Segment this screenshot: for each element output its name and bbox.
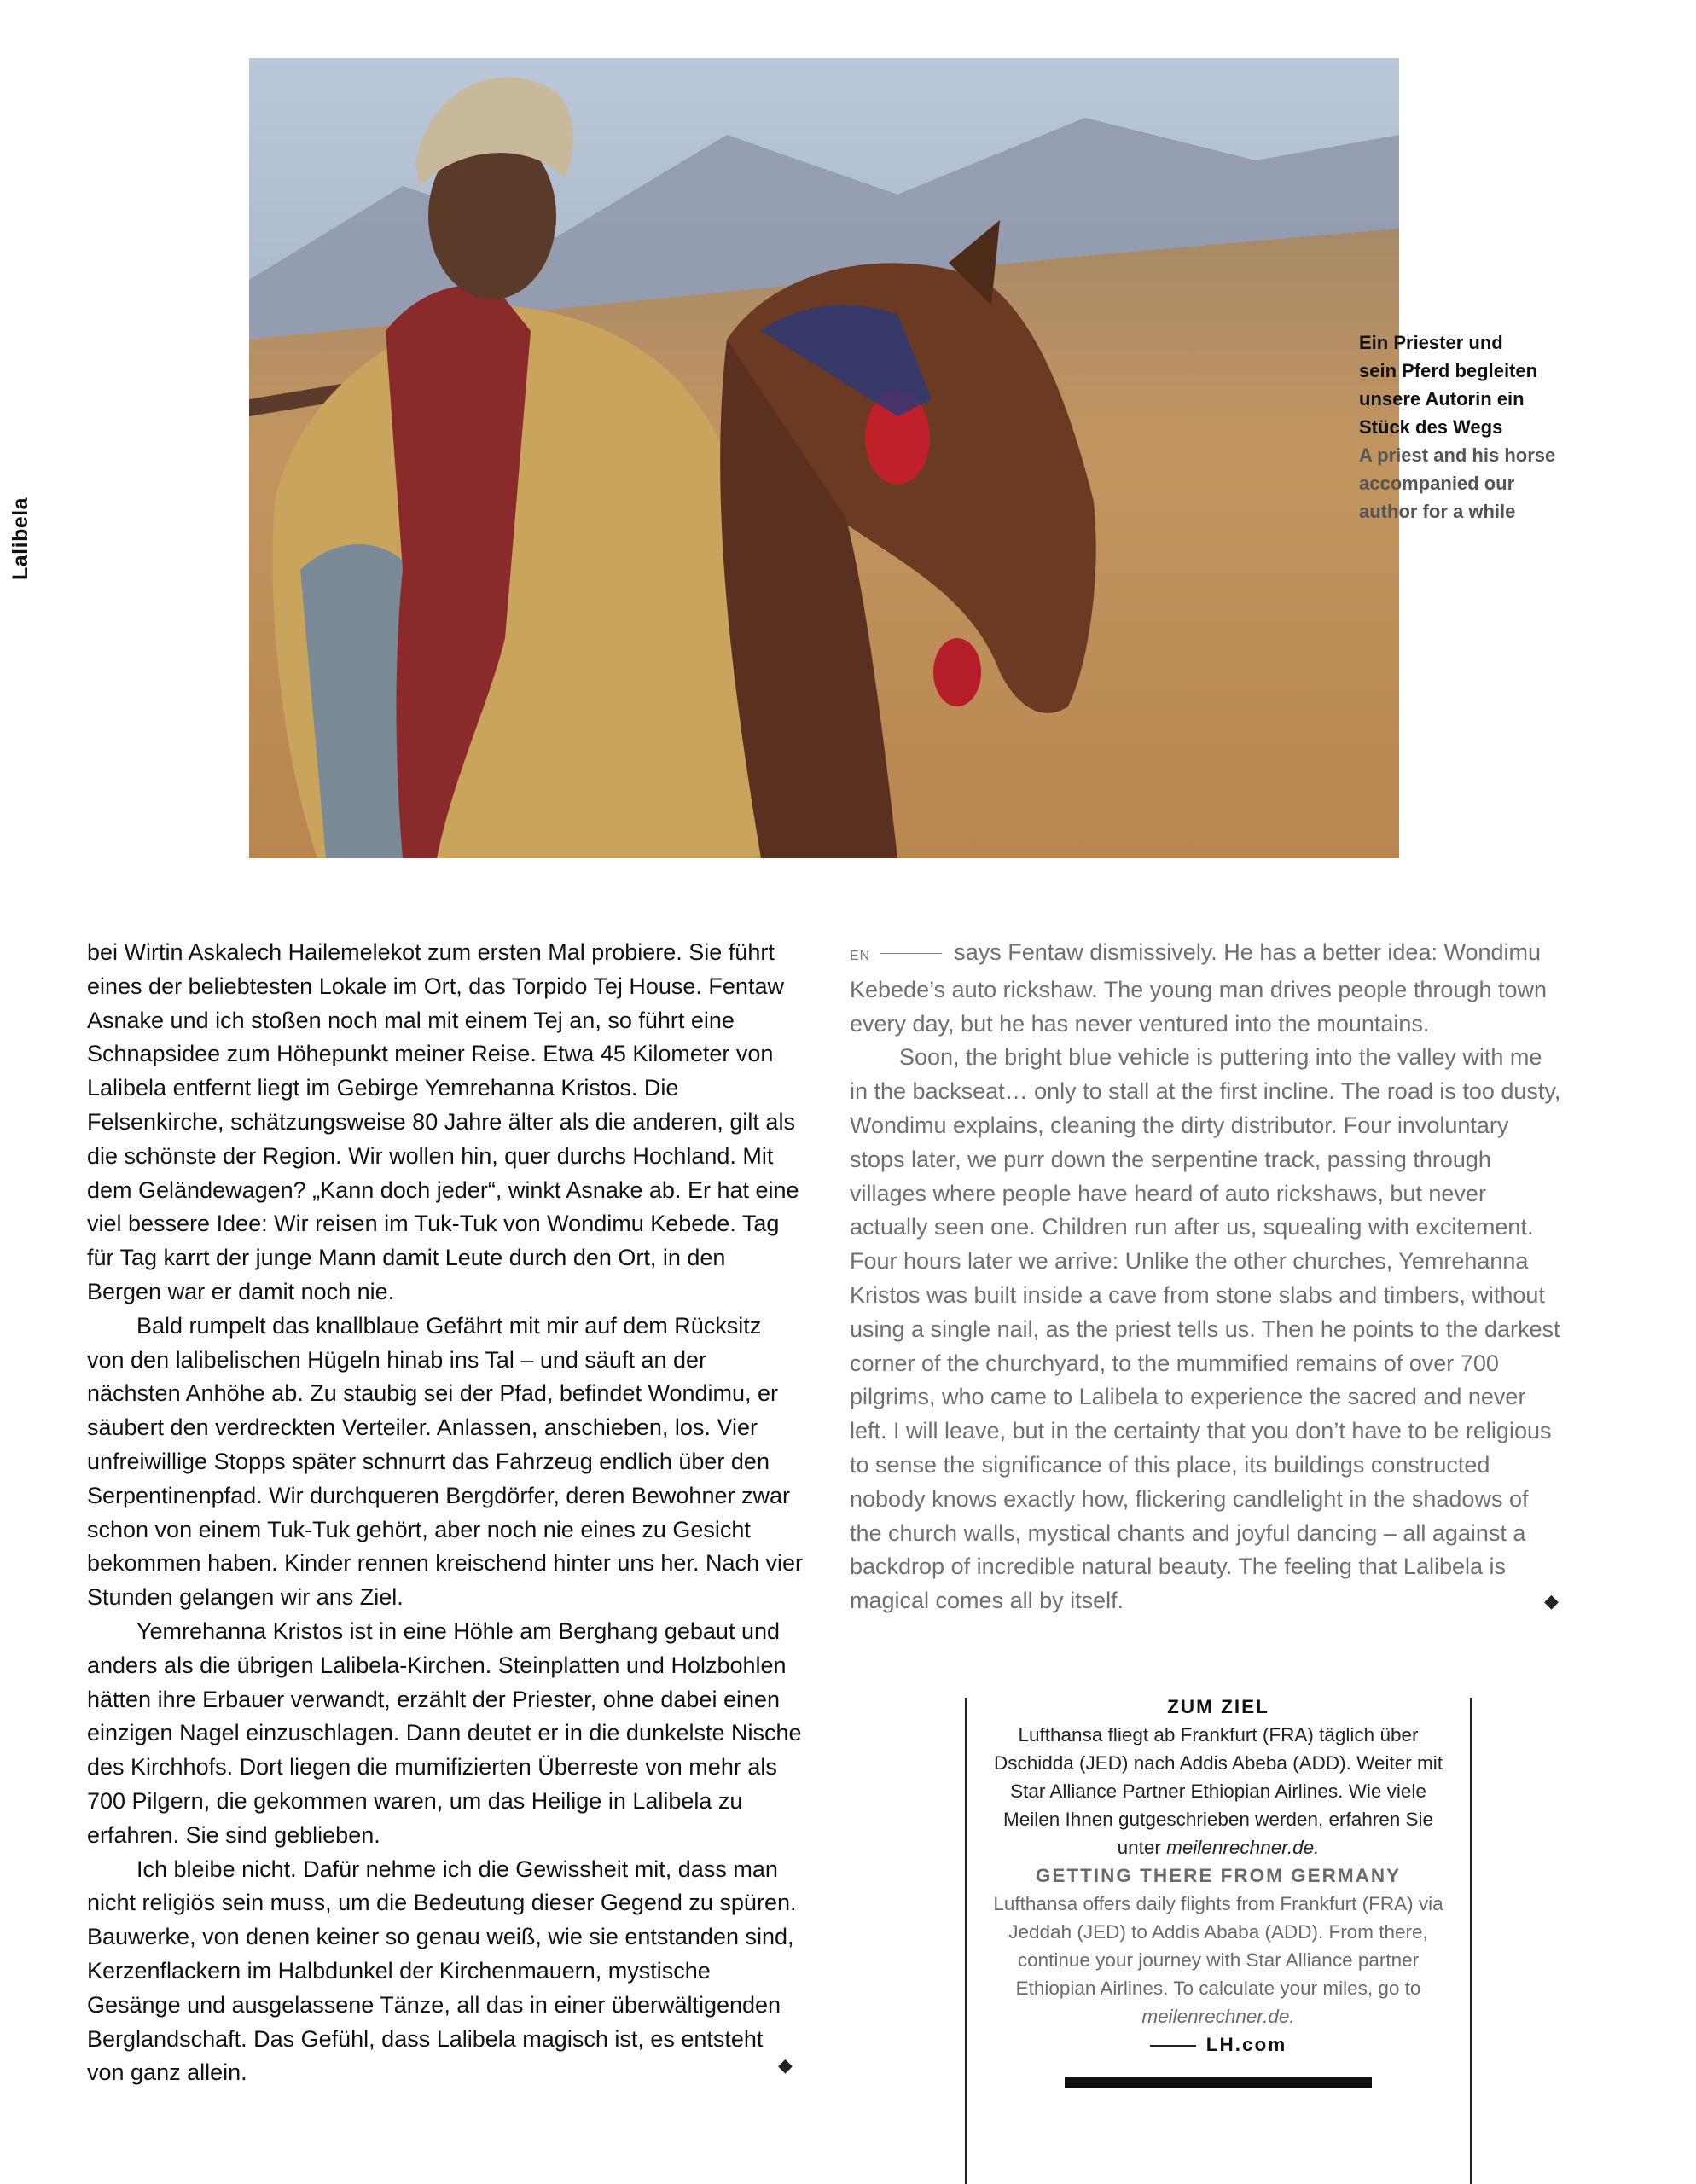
article-column-german bbox=[87, 936, 804, 2090]
article-text: says Fentaw dismissively. He has a better idea: Wondimu Kebede’s auto rickshaw. The young man drives people through town every day, but he has never ventured into the mountains. bbox=[850, 939, 1548, 1037]
info-box-rule-right bbox=[1470, 1698, 1472, 2184]
article-paragraph: Yemrehanna Kristos ist in eine Höhle am Berghang gebaut und anders als die übrigen Lalibela-Kirchen. Steinplatten und Holzbohlen hätten ihre Erbauer verwandt, erzählt der Priester, ohne dabei einen einzigen Nagel einzuschlagen. Dann deutet er in die dunkelste Nische des Kirchhofs. Dort liegen die mumifizierten Überreste von mehr als 700 Pilgern, die gekommen waren, um das Heilige in Lalibela zu erfahren. Sie sind geblieben. bbox=[87, 1618, 802, 1848]
caption-en-line: A priest and his horse bbox=[1359, 444, 1556, 466]
section-label: Lalibela bbox=[9, 497, 32, 580]
caption-de-line: Ein Priester und bbox=[1359, 332, 1503, 353]
end-mark-en: ◆ bbox=[1544, 1590, 1559, 1612]
end-mark-de: ◆ bbox=[778, 2054, 793, 2076]
photo-caption bbox=[1359, 328, 1598, 526]
info-heading-en: GETTING THERE FROM GERMANY bbox=[1035, 1865, 1402, 1886]
info-box bbox=[981, 1693, 1455, 2059]
language-tag: EN bbox=[850, 949, 871, 963]
miles-link-en[interactable]: meilenrechner.de. bbox=[1141, 2006, 1295, 2027]
article-paragraph bbox=[850, 936, 1561, 1041]
caption-en-line: author for a while bbox=[1359, 501, 1516, 522]
caption-de-line: unsere Autorin ein bbox=[1359, 388, 1525, 410]
article-paragraph: Soon, the bright blue vehicle is puttering into the valley with me in the backseat… only to stall at the first incline. The road is too dusty, Wondimu explains, cleaning the dirty distributor. Four involuntary stops later, we purr down the serpentine track, passing through villages where people have heard of auto rickshaws, but never actually seen one. Children run after us, squealing with excitement. Four hours later we arrive: Unlike the other churches, Yemrehanna Kristos was built inside a cave from stone slabs and timbers, without using a single nail, as the priest tells us. Then he points to the darkest corner of the churchyard, to the mummified remains of over 700 pilgrims, who came to Lalibela to experience the sacred and never left. I will leave, but in the certainty that you don’t have to be religious to sense the significance of this place, its buildings constructed nobody knows exactly how, flickering candlelight in the shadows of the church walls, mystical chants and joyful dancing – all against a backdrop of incredible natural beauty. The feeling that Lalibela is magical comes all by itself. bbox=[850, 1044, 1561, 1614]
miles-link-de[interactable]: meilenrechner.de. bbox=[1166, 1837, 1320, 1858]
caption-en-line: accompanied our bbox=[1359, 473, 1515, 494]
dash-rule bbox=[880, 953, 942, 954]
site-link[interactable]: LH.com bbox=[1205, 2034, 1287, 2055]
info-heading-de: ZUM ZIEL bbox=[1167, 1696, 1269, 1717]
site-line bbox=[981, 2030, 1455, 2059]
article-paragraph: Bald rumpelt das knallblaue Gefährt mit mir auf dem Rücksitz von den lalibelischen Hügeln hinab ins Tal – und säuft an der nächsten Anhöhe ab. Zu staubig sei der Pfad, befindet Wondimu, er säubert den verdreckten Verteiler. Anlassen, anschieben, los. Vier unfreiwillige Stopps später schnurrt das Fahrzeug endlich über den Serpentinenpfad. Wir durchqueren Bergdörfer, deren Bewohner zwar schon von einem Tuk-Tuk gehört, aber noch nie eines zu Gesicht bekommen haben. Kinder rennen kreischend hinter uns her. Nach vier Stunden gelangen wir ans Ziel. bbox=[87, 1312, 803, 1611]
info-box-rule-left bbox=[965, 1698, 967, 2184]
caption-de-line: sein Pferd begleiten bbox=[1359, 360, 1538, 381]
info-body-de: Lufthansa fliegt ab Frankfurt (FRA) täglich über Dschidda (JED) nach Addis Abeba (ADD). Weiter mit Star Alliance Partner Ethiopian Airlines. Wie viele Meilen Ihnen gutgeschrieben werden, erfahren Sie unter bbox=[993, 1724, 1443, 1858]
article-paragraph: Ich bleibe nicht. Dafür nehme ich die Gewissheit mit, dass man nicht religiös sein muss, um die Bedeutung dieser Gegend zu spüren. Bauwerke, von denen keiner so genau weiß, wie sie entstanden sind, Kerzenflackern im Halbdunkel der Kirchenmauern, mystische Gesänge und ausgelassene Tänze, all das in einer überwältigenden Berglandschaft. Das Gefühl, dass Lalibela magisch ist, es entsteht von ganz allein. bbox=[87, 1856, 797, 2086]
dash-rule bbox=[1150, 2045, 1196, 2047]
info-text-en bbox=[981, 1890, 1455, 2030]
info-text-de bbox=[981, 1721, 1455, 1862]
info-body-en: Lufthansa offers daily flights from Frankfurt (FRA) via Jeddah (JED) to Addis Ababa (ADD). From there, continue your journey with Star Alliance partner Ethiopian Airlines. To calculate your miles, go to bbox=[993, 1893, 1443, 1999]
caption-de-line: Stück des Wegs bbox=[1359, 416, 1503, 438]
article-paragraph: bei Wirtin Askalech Hailemelekot zum ersten Mal probiere. Sie führt eines der beliebtesten Lokale im Ort, das Torpido Tej House. Fentaw Asnake und ich stoßen noch mal mit einem Tej an, so führt eine Schnapsidee zum Höhepunkt meiner Reise. Etwa 45 Kilometer von Lalibela entfernt liegt im Gebirge Yemrehanna Kristos. Die Felsenkirche, schätzungsweise 80 Jahre älter als die anderen, gilt als die schönste der Region. Wir wollen hin, quer durchs Hochland. Mit dem Geländewagen? „Kann doch jeder“, winkt Asnake ab. Er hat eine viel bessere Idee: Wir reisen im Tuk-Tuk von Wondimu Kebede. Tag für Tag karrt der junge Mann damit Leute durch den Ort, in den Bergen war er damit noch nie. bbox=[87, 939, 799, 1304]
article-column-english bbox=[850, 936, 1561, 1618]
red-tassel-2 bbox=[933, 638, 981, 706]
info-box-bar bbox=[1065, 2077, 1372, 2088]
photo-illustration bbox=[249, 58, 1399, 858]
priest-horse-photo bbox=[249, 58, 1399, 858]
